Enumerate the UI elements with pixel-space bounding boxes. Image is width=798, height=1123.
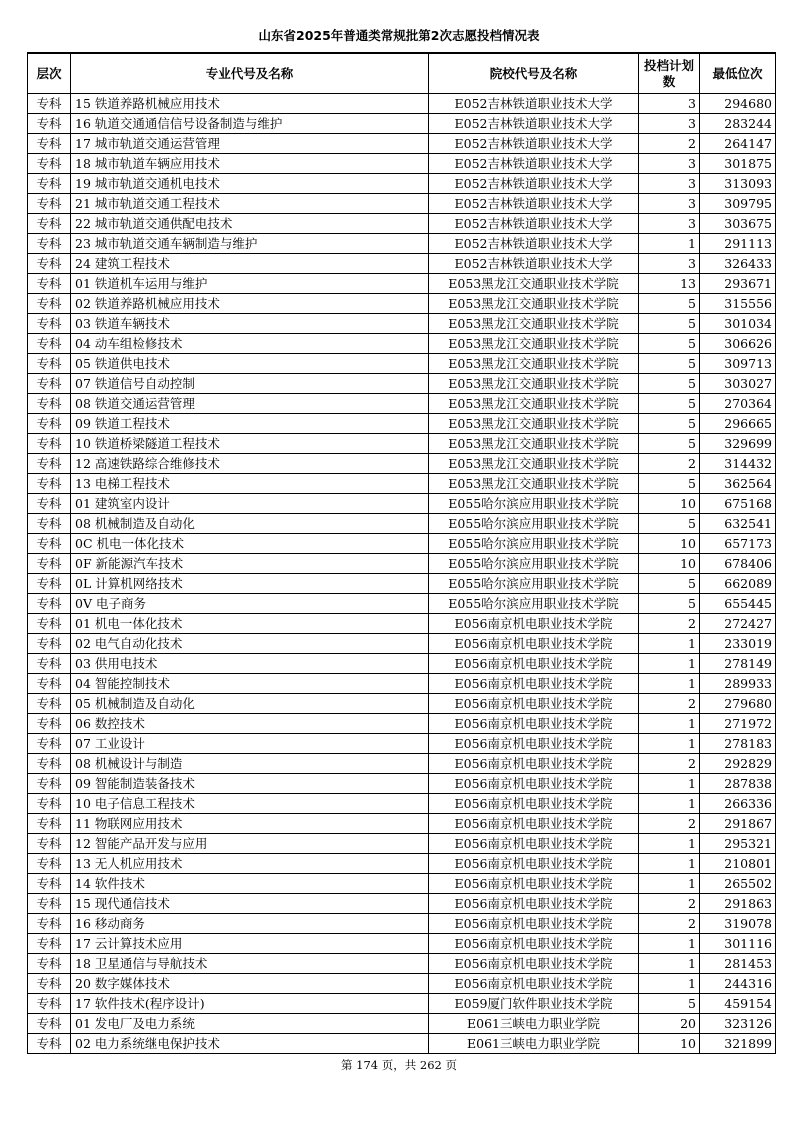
table-row	[28, 554, 776, 574]
table-cell-level: 专科	[28, 274, 71, 294]
table-cell-school: E053黑龙江交通职业技术学院	[429, 274, 639, 294]
table-cell-level: 专科	[28, 994, 71, 1014]
table-row	[28, 434, 776, 454]
table-cell-major: 01 建筑室内设计	[71, 494, 429, 514]
table-cell-major: 03 铁道车辆技术	[71, 314, 429, 334]
table-cell-level: 专科	[28, 194, 71, 214]
table-cell-major: 13 无人机应用技术	[71, 854, 429, 874]
table-cell-school: E055哈尔滨应用职业技术学院	[429, 534, 639, 554]
table-cell-school: E056南京机电职业技术学院	[429, 874, 639, 894]
table-cell-level: 专科	[28, 954, 71, 974]
table-row	[28, 934, 776, 954]
table-cell-plan: 1	[639, 674, 700, 694]
table-cell-school: E056南京机电职业技术学院	[429, 734, 639, 754]
table-row	[28, 214, 776, 234]
table-cell-level: 专科	[28, 294, 71, 314]
table-row	[28, 534, 776, 554]
table-cell-min-rank: 272427	[700, 614, 776, 634]
table-cell-plan: 10	[639, 554, 700, 574]
table-cell-plan: 5	[639, 354, 700, 374]
table-cell-min-rank: 329699	[700, 434, 776, 454]
table-cell-level: 专科	[28, 414, 71, 434]
table-cell-plan: 10	[639, 1034, 700, 1054]
table-cell-min-rank: 279680	[700, 694, 776, 714]
table-cell-min-rank: 244316	[700, 974, 776, 994]
table-cell-major: 09 智能制造装备技术	[71, 774, 429, 794]
table-cell-plan: 3	[639, 254, 700, 274]
table-cell-min-rank: 301875	[700, 154, 776, 174]
page-footer: 第 174 页，共 262 页	[340, 1058, 458, 1072]
table-cell-min-rank: 271972	[700, 714, 776, 734]
table-cell-major: 04 动车组检修技术	[71, 334, 429, 354]
table-cell-level: 专科	[28, 554, 71, 574]
table-cell-school: E053黑龙江交通职业技术学院	[429, 314, 639, 334]
table-cell-major: 17 云计算技术应用	[71, 934, 429, 954]
table-cell-school: E056南京机电职业技术学院	[429, 714, 639, 734]
table-cell-school: E056南京机电职业技术学院	[429, 754, 639, 774]
table-cell-level: 专科	[28, 714, 71, 734]
table-cell-plan: 10	[639, 494, 700, 514]
table-cell-min-rank: 313093	[700, 174, 776, 194]
table-cell-min-rank: 362564	[700, 474, 776, 494]
table-cell-major: 0C 机电一体化技术	[71, 534, 429, 554]
header-major: 专业代号及名称	[71, 53, 429, 94]
table-cell-level: 专科	[28, 934, 71, 954]
table-row	[28, 194, 776, 214]
table-row	[28, 454, 776, 474]
table-cell-school: E061三峡电力职业学院	[429, 1034, 639, 1054]
header-level: 层次	[28, 53, 71, 94]
page-title: 山东省2025年普通类常规批第2次志愿投档情况表	[258, 28, 540, 43]
table-cell-plan: 2	[639, 614, 700, 634]
table-cell-major: 15 铁道养路机械应用技术	[71, 94, 429, 114]
table-cell-level: 专科	[28, 534, 71, 554]
table-cell-major: 20 数字媒体技术	[71, 974, 429, 994]
table-cell-school: E056南京机电职业技术学院	[429, 954, 639, 974]
table-cell-major: 24 建筑工程技术	[71, 254, 429, 274]
table-cell-plan: 1	[639, 974, 700, 994]
table-header-row	[28, 53, 776, 94]
table-cell-school: E056南京机电职业技术学院	[429, 694, 639, 714]
table-cell-major: 07 铁道信号自动控制	[71, 374, 429, 394]
table-cell-major: 06 数控技术	[71, 714, 429, 734]
table-cell-school: E053黑龙江交通职业技术学院	[429, 414, 639, 434]
table-cell-plan: 5	[639, 594, 700, 614]
table-cell-major: 09 铁道工程技术	[71, 414, 429, 434]
table-cell-plan: 1	[639, 634, 700, 654]
header-plan: 投档计划数	[639, 53, 700, 94]
table-cell-level: 专科	[28, 394, 71, 414]
table-cell-min-rank: 323126	[700, 1014, 776, 1034]
table-cell-plan: 1	[639, 954, 700, 974]
table-cell-plan: 5	[639, 994, 700, 1014]
table-row	[28, 394, 776, 414]
table-cell-major: 0V 电子商务	[71, 594, 429, 614]
table-cell-school: E052吉林铁道职业技术大学	[429, 194, 639, 214]
table-cell-min-rank: 321899	[700, 1034, 776, 1054]
table-row	[28, 754, 776, 774]
table-cell-level: 专科	[28, 114, 71, 134]
table-cell-school: E055哈尔滨应用职业技术学院	[429, 574, 639, 594]
table-cell-major: 23 城市轨道交通车辆制造与维护	[71, 234, 429, 254]
table-row	[28, 1034, 776, 1054]
table-cell-plan: 10	[639, 534, 700, 554]
table-cell-major: 03 供用电技术	[71, 654, 429, 674]
table-row	[28, 654, 776, 674]
table-row	[28, 274, 776, 294]
table-cell-min-rank: 294680	[700, 94, 776, 114]
table-cell-level: 专科	[28, 734, 71, 754]
table-row	[28, 154, 776, 174]
table-row	[28, 294, 776, 314]
table-cell-plan: 5	[639, 414, 700, 434]
table-cell-level: 专科	[28, 474, 71, 494]
table-cell-major: 13 电梯工程技术	[71, 474, 429, 494]
table-cell-school: E056南京机电职业技术学院	[429, 934, 639, 954]
table-row	[28, 774, 776, 794]
table-cell-plan: 2	[639, 914, 700, 934]
table-cell-min-rank: 266336	[700, 794, 776, 814]
table-cell-major: 01 发电厂及电力系统	[71, 1014, 429, 1034]
table-cell-plan: 5	[639, 574, 700, 594]
table-cell-school: E056南京机电职业技术学院	[429, 914, 639, 934]
table-cell-min-rank: 278149	[700, 654, 776, 674]
table-cell-level: 专科	[28, 834, 71, 854]
table-cell-major: 07 工业设计	[71, 734, 429, 754]
table-cell-level: 专科	[28, 514, 71, 534]
table-cell-plan: 2	[639, 814, 700, 834]
table-cell-major: 0F 新能源汽车技术	[71, 554, 429, 574]
table-cell-plan: 5	[639, 514, 700, 534]
table-cell-major: 17 城市轨道交通运营管理	[71, 134, 429, 154]
table-cell-plan: 2	[639, 694, 700, 714]
table-cell-major: 12 高速铁路综合维修技术	[71, 454, 429, 474]
table-cell-major: 01 铁道机车运用与维护	[71, 274, 429, 294]
table-cell-level: 专科	[28, 974, 71, 994]
table-cell-school: E053黑龙江交通职业技术学院	[429, 434, 639, 454]
table-cell-school: E056南京机电职业技术学院	[429, 974, 639, 994]
table-cell-school: E056南京机电职业技术学院	[429, 794, 639, 814]
table-cell-min-rank: 278183	[700, 734, 776, 754]
table-body	[28, 94, 776, 1054]
table-cell-plan: 20	[639, 1014, 700, 1034]
table-row	[28, 574, 776, 594]
table-cell-min-rank: 291863	[700, 894, 776, 914]
table-cell-school: E053黑龙江交通职业技术学院	[429, 394, 639, 414]
table-row	[28, 894, 776, 914]
table-cell-major: 0L 计算机网络技术	[71, 574, 429, 594]
table-cell-min-rank: 314432	[700, 454, 776, 474]
table-cell-min-rank: 303027	[700, 374, 776, 394]
table-row	[28, 234, 776, 254]
table-row	[28, 1014, 776, 1034]
table-row	[28, 634, 776, 654]
table-cell-major: 01 机电一体化技术	[71, 614, 429, 634]
table-cell-min-rank: 678406	[700, 554, 776, 574]
table-cell-level: 专科	[28, 254, 71, 274]
table-cell-school: E056南京机电职业技术学院	[429, 894, 639, 914]
table-cell-min-rank: 292829	[700, 754, 776, 774]
table-cell-plan: 3	[639, 154, 700, 174]
table-cell-school: E055哈尔滨应用职业技术学院	[429, 494, 639, 514]
table-cell-level: 专科	[28, 774, 71, 794]
table-row	[28, 674, 776, 694]
table-cell-plan: 5	[639, 434, 700, 454]
table-cell-min-rank: 293671	[700, 274, 776, 294]
table-cell-school: E055哈尔滨应用职业技术学院	[429, 554, 639, 574]
admission-table	[27, 52, 776, 1054]
table-cell-min-rank: 301116	[700, 934, 776, 954]
table-cell-plan: 5	[639, 394, 700, 414]
table-cell-school: E052吉林铁道职业技术大学	[429, 254, 639, 274]
table-cell-plan: 1	[639, 734, 700, 754]
table-row	[28, 914, 776, 934]
table-cell-plan: 3	[639, 174, 700, 194]
table-cell-min-rank: 326433	[700, 254, 776, 274]
table-cell-school: E056南京机电职业技术学院	[429, 814, 639, 834]
table-cell-level: 专科	[28, 174, 71, 194]
table-cell-min-rank: 283244	[700, 114, 776, 134]
table-cell-level: 专科	[28, 814, 71, 834]
table-cell-min-rank: 291867	[700, 814, 776, 834]
table-cell-plan: 1	[639, 874, 700, 894]
table-cell-level: 专科	[28, 894, 71, 914]
table-cell-major: 19 城市轨道交通机电技术	[71, 174, 429, 194]
table-cell-major: 22 城市轨道交通供配电技术	[71, 214, 429, 234]
table-row	[28, 694, 776, 714]
table-cell-major: 10 铁道桥梁隧道工程技术	[71, 434, 429, 454]
table-cell-level: 专科	[28, 94, 71, 114]
table-cell-min-rank: 287838	[700, 774, 776, 794]
table-row	[28, 374, 776, 394]
table-cell-plan: 1	[639, 774, 700, 794]
table-cell-major: 05 铁道供电技术	[71, 354, 429, 374]
table-cell-major: 12 智能产品开发与应用	[71, 834, 429, 854]
table-cell-major: 10 电子信息工程技术	[71, 794, 429, 814]
table-cell-plan: 1	[639, 234, 700, 254]
table-cell-min-rank: 295321	[700, 834, 776, 854]
table-cell-major: 02 铁道养路机械应用技术	[71, 294, 429, 314]
table-cell-min-rank: 309713	[700, 354, 776, 374]
table-cell-major: 02 电力系统继电保护技术	[71, 1034, 429, 1054]
table-cell-level: 专科	[28, 594, 71, 614]
table-cell-school: E053黑龙江交通职业技术学院	[429, 294, 639, 314]
table-cell-level: 专科	[28, 874, 71, 894]
table-row	[28, 994, 776, 1014]
table-row	[28, 874, 776, 894]
table-row	[28, 474, 776, 494]
table-row	[28, 314, 776, 334]
table-row	[28, 714, 776, 734]
table-cell-level: 专科	[28, 154, 71, 174]
table-cell-level: 专科	[28, 914, 71, 934]
table-cell-min-rank: 315556	[700, 294, 776, 314]
table-cell-school: E056南京机电职业技术学院	[429, 614, 639, 634]
table-row	[28, 494, 776, 514]
table-cell-major: 02 电气自动化技术	[71, 634, 429, 654]
table-cell-level: 专科	[28, 694, 71, 714]
table-cell-plan: 1	[639, 654, 700, 674]
table-cell-major: 05 机械制造及自动化	[71, 694, 429, 714]
table-cell-level: 专科	[28, 754, 71, 774]
table-cell-plan: 2	[639, 454, 700, 474]
table-cell-plan: 5	[639, 374, 700, 394]
table-row	[28, 594, 776, 614]
table-cell-min-rank: 281453	[700, 954, 776, 974]
table-row	[28, 94, 776, 114]
table-cell-major: 16 轨道交通通信信号设备制造与维护	[71, 114, 429, 134]
table-cell-level: 专科	[28, 234, 71, 254]
table-cell-plan: 3	[639, 194, 700, 214]
table-row	[28, 854, 776, 874]
table-cell-school: E052吉林铁道职业技术大学	[429, 154, 639, 174]
table-cell-major: 08 机械设计与制造	[71, 754, 429, 774]
table-row	[28, 134, 776, 154]
table-cell-school: E053黑龙江交通职业技术学院	[429, 474, 639, 494]
table-cell-min-rank: 657173	[700, 534, 776, 554]
table-cell-major: 04 智能控制技术	[71, 674, 429, 694]
table-cell-level: 专科	[28, 614, 71, 634]
table-cell-plan: 2	[639, 894, 700, 914]
table-cell-school: E056南京机电职业技术学院	[429, 834, 639, 854]
table-row	[28, 974, 776, 994]
table-cell-level: 专科	[28, 854, 71, 874]
table-cell-school: E052吉林铁道职业技术大学	[429, 214, 639, 234]
table-cell-min-rank: 264147	[700, 134, 776, 154]
table-cell-plan: 1	[639, 934, 700, 954]
table-cell-level: 专科	[28, 794, 71, 814]
table-cell-plan: 13	[639, 274, 700, 294]
table-cell-school: E061三峡电力职业学院	[429, 1014, 639, 1034]
table-cell-plan: 3	[639, 114, 700, 134]
table-cell-level: 专科	[28, 1014, 71, 1034]
table-cell-min-rank: 265502	[700, 874, 776, 894]
table-cell-plan: 1	[639, 714, 700, 734]
table-cell-major: 08 机械制造及自动化	[71, 514, 429, 534]
table-cell-major: 21 城市轨道交通工程技术	[71, 194, 429, 214]
table-cell-min-rank: 303675	[700, 214, 776, 234]
table-row	[28, 174, 776, 194]
table-cell-level: 专科	[28, 574, 71, 594]
table-cell-school: E052吉林铁道职业技术大学	[429, 234, 639, 254]
table-row	[28, 414, 776, 434]
table-cell-plan: 1	[639, 834, 700, 854]
table-cell-plan: 1	[639, 854, 700, 874]
table-row	[28, 734, 776, 754]
table-cell-min-rank: 459154	[700, 994, 776, 1014]
table-cell-plan: 2	[639, 134, 700, 154]
table-cell-major: 08 铁道交通运营管理	[71, 394, 429, 414]
table-row	[28, 334, 776, 354]
table-row	[28, 514, 776, 534]
table-cell-plan: 5	[639, 474, 700, 494]
table-cell-plan: 5	[639, 294, 700, 314]
table-cell-school: E056南京机电职业技术学院	[429, 634, 639, 654]
table-row	[28, 114, 776, 134]
table-cell-level: 专科	[28, 354, 71, 374]
table-cell-level: 专科	[28, 434, 71, 454]
table-cell-school: E053黑龙江交通职业技术学院	[429, 374, 639, 394]
table-cell-school: E056南京机电职业技术学院	[429, 654, 639, 674]
table-cell-level: 专科	[28, 374, 71, 394]
table-cell-school: E059厦门软件职业技术学院	[429, 994, 639, 1014]
table-cell-major: 17 软件技术(程序设计)	[71, 994, 429, 1014]
table-cell-school: E056南京机电职业技术学院	[429, 854, 639, 874]
table-cell-level: 专科	[28, 654, 71, 674]
table-cell-min-rank: 309795	[700, 194, 776, 214]
table-row	[28, 354, 776, 374]
table-cell-level: 专科	[28, 454, 71, 474]
table-cell-level: 专科	[28, 494, 71, 514]
table-cell-min-rank: 296665	[700, 414, 776, 434]
table-cell-min-rank: 632541	[700, 514, 776, 534]
table-cell-level: 专科	[28, 334, 71, 354]
table-cell-min-rank: 319078	[700, 914, 776, 934]
table-cell-min-rank: 289933	[700, 674, 776, 694]
table-cell-level: 专科	[28, 1034, 71, 1054]
table-cell-school: E056南京机电职业技术学院	[429, 674, 639, 694]
table-cell-min-rank: 655445	[700, 594, 776, 614]
table-cell-min-rank: 233019	[700, 634, 776, 654]
table-cell-min-rank: 675168	[700, 494, 776, 514]
table-cell-level: 专科	[28, 634, 71, 654]
table-row	[28, 834, 776, 854]
table-cell-plan: 5	[639, 314, 700, 334]
table-cell-level: 专科	[28, 674, 71, 694]
table-row	[28, 794, 776, 814]
table-cell-plan: 3	[639, 94, 700, 114]
table-cell-school: E052吉林铁道职业技术大学	[429, 174, 639, 194]
table-row	[28, 614, 776, 634]
table-cell-min-rank: 270364	[700, 394, 776, 414]
table-cell-min-rank: 662089	[700, 574, 776, 594]
header-school: 院校代号及名称	[429, 53, 639, 94]
table-row	[28, 254, 776, 274]
table-cell-major: 16 移动商务	[71, 914, 429, 934]
header-min-rank: 最低位次	[700, 53, 776, 94]
table-cell-major: 18 城市轨道车辆应用技术	[71, 154, 429, 174]
table-cell-plan: 2	[639, 754, 700, 774]
table-cell-plan: 5	[639, 334, 700, 354]
table-cell-level: 专科	[28, 214, 71, 234]
table-cell-major: 15 现代通信技术	[71, 894, 429, 914]
table-cell-school: E053黑龙江交通职业技术学院	[429, 454, 639, 474]
table-cell-min-rank: 301034	[700, 314, 776, 334]
table-cell-school: E052吉林铁道职业技术大学	[429, 114, 639, 134]
table-cell-school: E052吉林铁道职业技术大学	[429, 94, 639, 114]
table-cell-major: 11 物联网应用技术	[71, 814, 429, 834]
table-cell-level: 专科	[28, 314, 71, 334]
table-cell-school: E052吉林铁道职业技术大学	[429, 134, 639, 154]
table-cell-plan: 3	[639, 214, 700, 234]
table-row	[28, 954, 776, 974]
table-cell-level: 专科	[28, 134, 71, 154]
table-cell-school: E055哈尔滨应用职业技术学院	[429, 514, 639, 534]
table-row	[28, 814, 776, 834]
table-cell-major: 14 软件技术	[71, 874, 429, 894]
table-cell-school: E055哈尔滨应用职业技术学院	[429, 594, 639, 614]
table-cell-school: E056南京机电职业技术学院	[429, 774, 639, 794]
table-cell-plan: 1	[639, 794, 700, 814]
table-cell-min-rank: 306626	[700, 334, 776, 354]
table-cell-school: E053黑龙江交通职业技术学院	[429, 334, 639, 354]
table-cell-min-rank: 291113	[700, 234, 776, 254]
table-cell-min-rank: 210801	[700, 854, 776, 874]
table-cell-major: 18 卫星通信与导航技术	[71, 954, 429, 974]
table-cell-school: E053黑龙江交通职业技术学院	[429, 354, 639, 374]
